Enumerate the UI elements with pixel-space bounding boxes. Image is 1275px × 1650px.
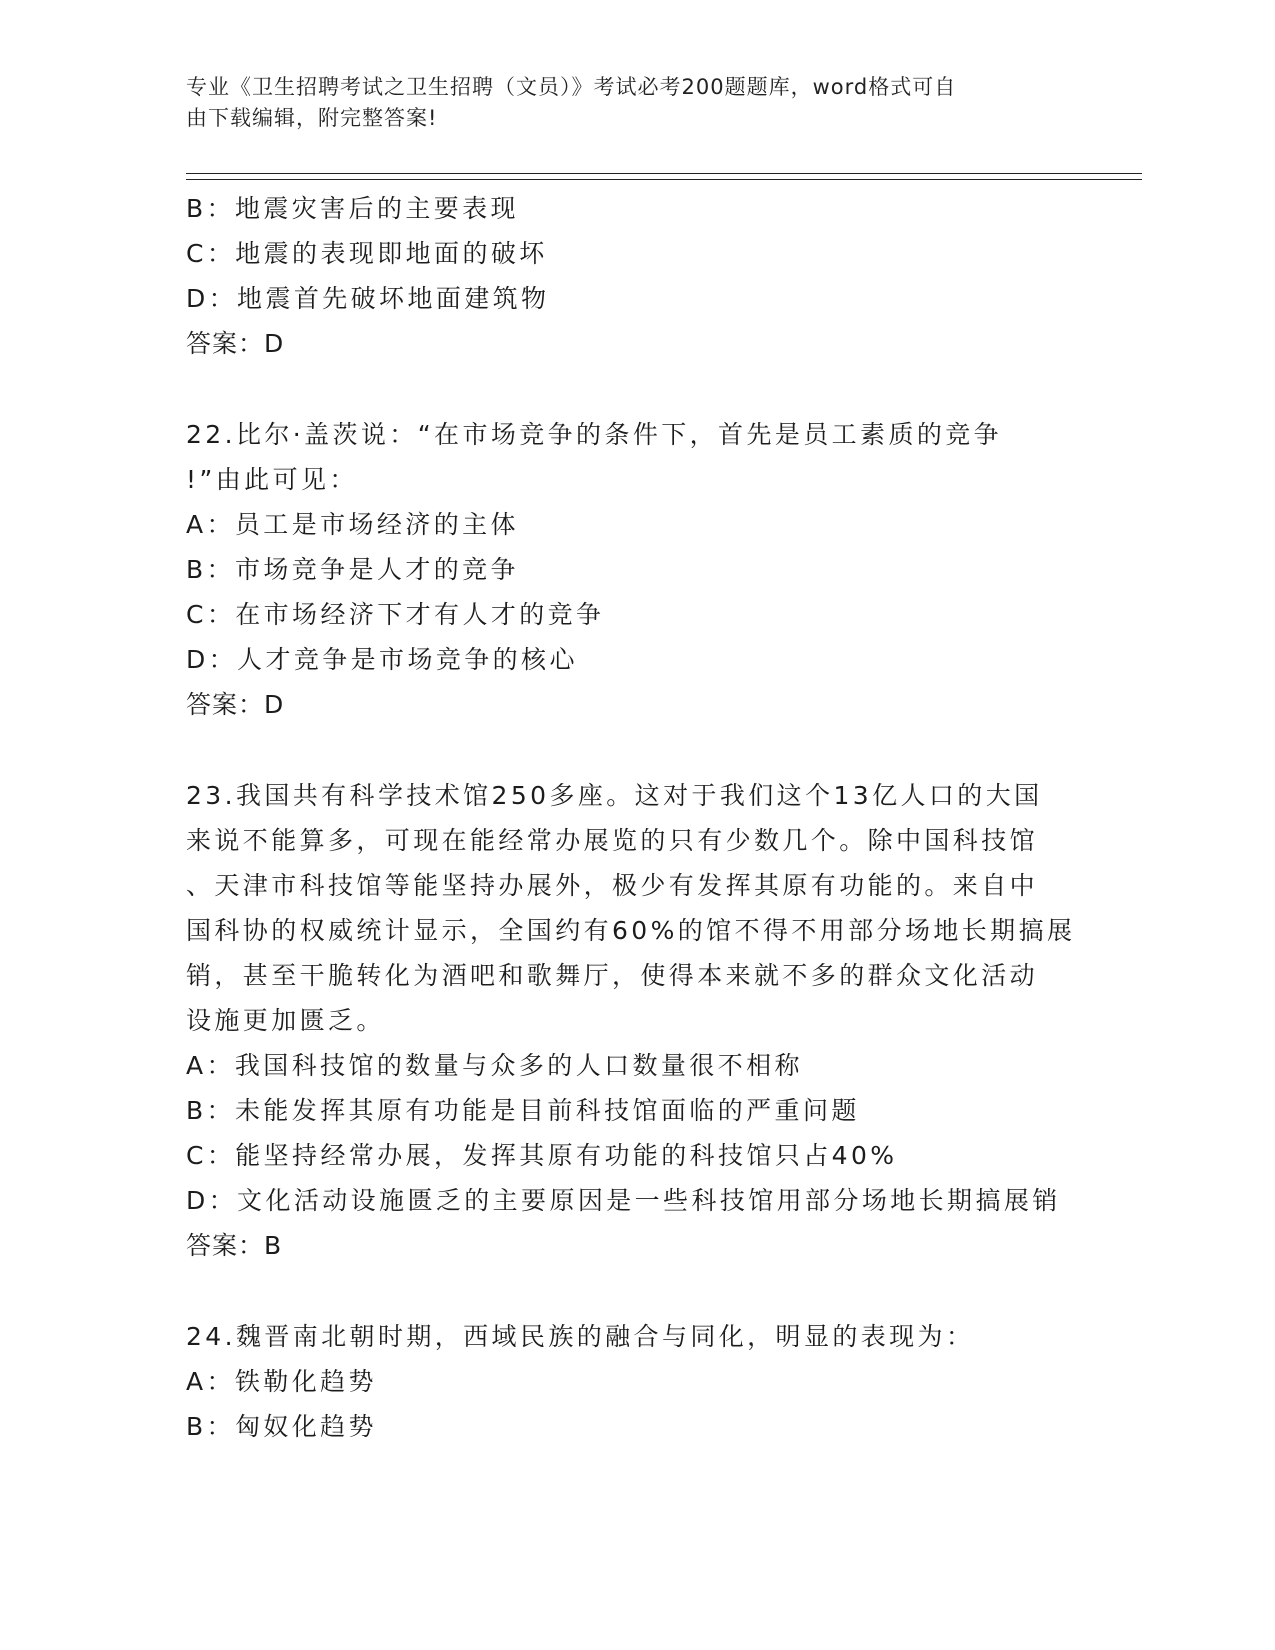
question-21: [186, 186, 1086, 366]
spacer: [186, 1268, 1086, 1314]
option-c: C：地震的表现即地面的破坏: [186, 239, 548, 268]
option-c: C：在市场经济下才有人才的竞争: [186, 600, 605, 629]
option-a: A：员工是市场经济的主体: [186, 510, 519, 539]
question-stem-line: 来说不能算多，可现在能经常办展览的只有少数几个。除中国科技馆: [186, 826, 1039, 855]
question-stem-line: 22.比尔·盖茨说：“在市场竞争的条件下，首先是员工素质的竞争: [186, 420, 1003, 449]
question-stem-line: !”由此可见：: [186, 465, 358, 494]
option-a: A：我国科技馆的数量与众多的人口数量很不相称: [186, 1051, 803, 1080]
question-22: [186, 412, 1086, 727]
answer: 答案：D: [186, 329, 285, 358]
question-stem-line: 、天津市科技馆等能坚持办展外，极少有发挥其原有功能的。来自中: [186, 871, 1039, 900]
header-rule-bottom: [186, 179, 1142, 180]
question-list: [186, 186, 1086, 1449]
option-d: D：地震首先破坏地面建筑物: [186, 284, 550, 313]
document-header: [186, 72, 1056, 134]
option-d: D：文化活动设施匮乏的主要原因是一些科技馆用部分场地长期搞展销: [186, 1186, 1061, 1215]
header-rule-top: [186, 173, 1142, 174]
option-b: B：市场竞争是人才的竞争: [186, 555, 519, 584]
option-b: B：匈奴化趋势: [186, 1412, 377, 1441]
answer: 答案：B: [186, 1231, 283, 1260]
answer: 答案：D: [186, 690, 285, 719]
spacer: [186, 727, 1086, 773]
header-line-2: 由下载编辑，附完整答案!: [186, 106, 438, 130]
question-23: [186, 773, 1086, 1268]
question-24: [186, 1314, 1086, 1449]
question-stem-line: 24.魏晋南北朝时期，西域民族的融合与同化，明显的表现为：: [186, 1322, 975, 1351]
option-b: B：未能发挥其原有功能是目前科技馆面临的严重问题: [186, 1096, 860, 1125]
question-stem-line: 国科协的权威统计显示，全国约有60%的馆不得不用部分场地长期搞展: [186, 916, 1076, 945]
question-stem-line: 23.我国共有科学技术馆250多座。这对于我们这个13亿人口的大国: [186, 781, 1043, 810]
option-b: B：地震灾害后的主要表现: [186, 194, 519, 223]
option-d: D：人才竞争是市场竞争的核心: [186, 645, 578, 674]
header-line-1: 专业《卫生招聘考试之卫生招聘（文员）》考试必考200题题库，word格式可自: [186, 75, 957, 99]
option-c: C：能坚持经常办展，发挥其原有功能的科技馆只占40%: [186, 1141, 898, 1170]
option-a: A：铁勒化趋势: [186, 1367, 377, 1396]
spacer: [186, 366, 1086, 412]
question-stem-line: 销，甚至干脆转化为酒吧和歌舞厅，使得本来就不多的群众文化活动: [186, 961, 1039, 990]
question-stem-line: 设施更加匮乏。: [186, 1006, 385, 1035]
